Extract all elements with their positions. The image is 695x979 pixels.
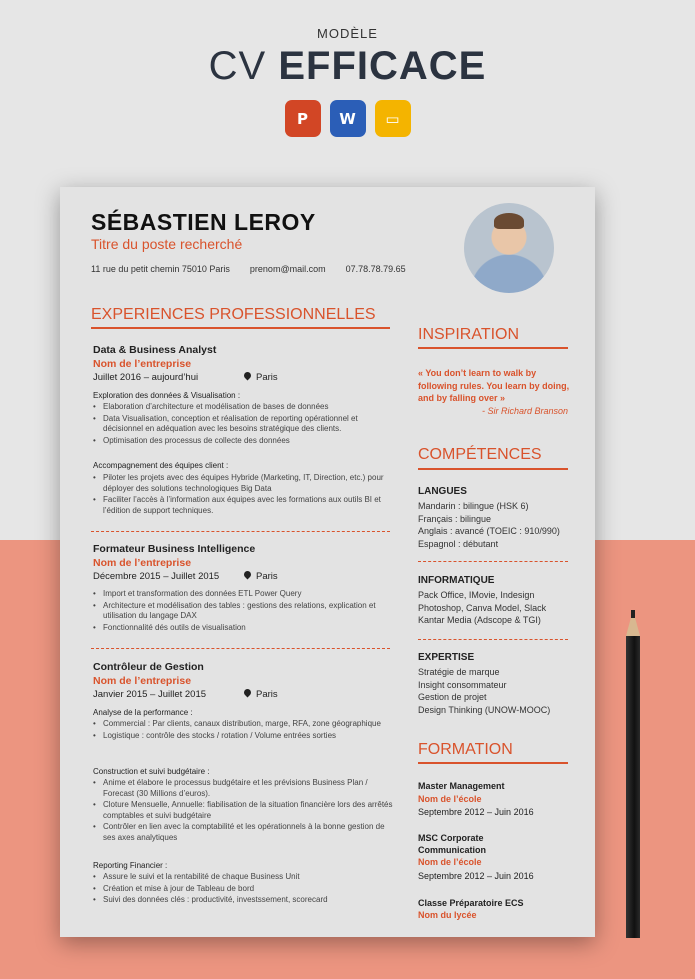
skills-section-title: COMPÉTENCES	[418, 446, 542, 463]
location-text: Paris	[256, 689, 278, 700]
skill-heading: INFORMATIQUE	[418, 575, 495, 586]
list-item: • Elaboration d’architecture et modélisation de bases de données	[93, 402, 393, 413]
education-degree: MSC Corporate Communication	[418, 833, 487, 855]
education-school: Nom de l’école	[418, 794, 482, 804]
location-pin-icon	[243, 570, 253, 580]
contact-line	[91, 264, 406, 274]
header-supertitle: MODÈLE	[317, 26, 378, 41]
location-text: Paris	[256, 571, 278, 582]
list-item: • Anime et élabore le processus budgétaire et les prévisions Business Plan / Forecast (30 Millions d’euros).	[93, 778, 393, 799]
experience-dates: Juillet 2016 – aujourd’hui	[93, 372, 199, 383]
list-item: • Architecture et modélisation des tables : gestions des relations, explication et utilisation du langage DAX	[93, 601, 393, 622]
cv-page	[60, 187, 595, 937]
bullet-list	[93, 589, 393, 634]
word-icon[interactable]: W	[330, 100, 366, 137]
section-rule	[418, 347, 568, 349]
skill-text: Pack Office, IMovie, Indesign Photoshop, Canva Model, Slack Kantar Media (Adscope & TGI)	[418, 590, 547, 625]
group-heading: Construction et suivi budgétaire :	[93, 767, 210, 776]
cv-job-title: Titre du poste recherché	[91, 236, 243, 252]
address: 11 rue du petit chemin 75010 Paris	[91, 264, 230, 274]
section-rule	[418, 468, 568, 470]
header-title-light: CV	[208, 44, 279, 88]
inspiration-section-title: INSPIRATION	[418, 326, 520, 343]
skill-text: Mandarin : bilingue (HSK 6) Français : bilingue Anglais : avancé (TOEIC : 910/990) Espagnol : débutant	[418, 501, 560, 549]
bullet-list	[93, 402, 393, 447]
group-heading: Accompagnement des équipes client :	[93, 461, 229, 470]
experience-dates: Janvier 2015 – Juillet 2015	[93, 689, 207, 700]
education-degree: Classe Préparatoire ECS	[418, 898, 524, 908]
list-item: • Logistique : contrôle des stocks / rotation / Volume entrées sorties	[93, 731, 393, 742]
divider	[418, 561, 568, 562]
powerpoint-icon[interactable]: P	[285, 100, 321, 137]
profile-photo	[464, 203, 554, 293]
location-pin-icon	[243, 688, 253, 698]
list-item: • Fonctionnalité dés outils de visualisation	[93, 623, 393, 634]
header-title	[0, 44, 695, 89]
bullet-list	[93, 719, 393, 742]
list-item: • Création et mise à jour de Tableau de bord	[93, 884, 393, 895]
location-pin-icon	[243, 371, 253, 381]
skill-heading: LANGUES	[418, 486, 467, 497]
skill-text: Stratégie de marque Insight consommateur Gestion de projet Design Thinking (UNOW-MOOC)	[418, 667, 551, 715]
phone: 07.78.78.79.65	[345, 264, 406, 274]
group-heading: Reporting Financier :	[93, 861, 168, 870]
experience-dates: Décembre 2015 – Juillet 2015	[93, 571, 220, 582]
list-item: • Faciliter l’accès à l’information aux équipes avec les formations aux outils BI et l’édition de support techniques.	[93, 495, 393, 516]
bullet-list	[93, 778, 393, 844]
list-item: • Contrôler en lien avec la comptabilité et les opérationnels à la bonne gestion de ses axes analytiques	[93, 822, 393, 843]
list-item: • Import et transformation des données ETL Power Query	[93, 589, 393, 600]
bullet-list	[93, 473, 393, 517]
quote-author: - Sir Richard Branson	[481, 406, 568, 416]
education-school: Nom de l’école	[418, 857, 482, 867]
section-rule	[418, 762, 568, 764]
list-item: • Commercial : Par clients, canaux distribution, marge, RFA, zone géographique	[93, 719, 393, 730]
google-slides-icon[interactable]: ▭	[375, 100, 411, 137]
list-item: • Assure le suivi et la rentabilité de chaque Business Unit	[93, 872, 393, 883]
cv-name: SÉBASTIEN LEROY	[91, 209, 316, 235]
location-text: Paris	[256, 372, 278, 383]
group-heading: Exploration des données & Visualisation :	[93, 391, 241, 400]
experience-location	[244, 571, 278, 582]
group-heading: Analyse de la performance :	[93, 708, 193, 717]
divider	[91, 648, 390, 649]
education-degree: Master Management	[418, 781, 505, 791]
header-title-bold: EFFICACE	[278, 44, 487, 88]
experience-section-title: EXPERIENCES PROFESSIONNELLES	[91, 306, 376, 323]
education-dates: Septembre 2012 – Juin 2016	[418, 871, 534, 881]
list-item: • Cloture Mensuelle, Annuelle: fiabilisation de la situation financière lors des arrêtés comptables et suivi budgétaire	[93, 800, 393, 821]
skill-heading: EXPERTISE	[418, 652, 475, 663]
app-icons	[0, 100, 695, 137]
list-item: • Piloter les projets avec des équipes Hybride (Marketing, IT, Direction, etc.) pour déployer des solutions technologiques Big Data	[93, 473, 393, 494]
list-item: • Suivi des données clés : productivité, investssement, scorecard	[93, 895, 393, 906]
section-rule	[91, 327, 390, 329]
list-item: • Data Visualisation, conception et réalisation de reporting opérationnel et décisionnel en adéquation avec les besoins stratégique des clients.	[93, 414, 393, 435]
education-section-title: FORMATION	[418, 741, 513, 758]
experience-company: Nom de l’entreprise	[93, 675, 192, 687]
quote-text: « You don’t learn to walk by following rules. You learn by doing, and by falling over »	[418, 368, 570, 403]
pencil-decoration	[626, 610, 640, 938]
bullet-list	[93, 872, 393, 907]
experience-location	[244, 372, 278, 383]
email: prenom@mail.com	[249, 264, 326, 274]
experience-location	[244, 689, 278, 700]
experience-title: Data & Business Analyst	[93, 344, 217, 356]
experience-title: Formateur Business Intelligence	[93, 543, 256, 555]
experience-company: Nom de l’entreprise	[93, 358, 192, 370]
education-dates: Septembre 2012 – Juin 2016	[418, 807, 534, 817]
divider	[418, 639, 568, 640]
experience-title: Contrôleur de Gestion	[93, 661, 204, 673]
experience-company: Nom de l’entreprise	[93, 557, 192, 569]
education-school: Nom du lycée	[418, 910, 477, 920]
divider	[91, 531, 390, 532]
list-item: • Optimisation des processus de collecte des données	[93, 436, 393, 447]
